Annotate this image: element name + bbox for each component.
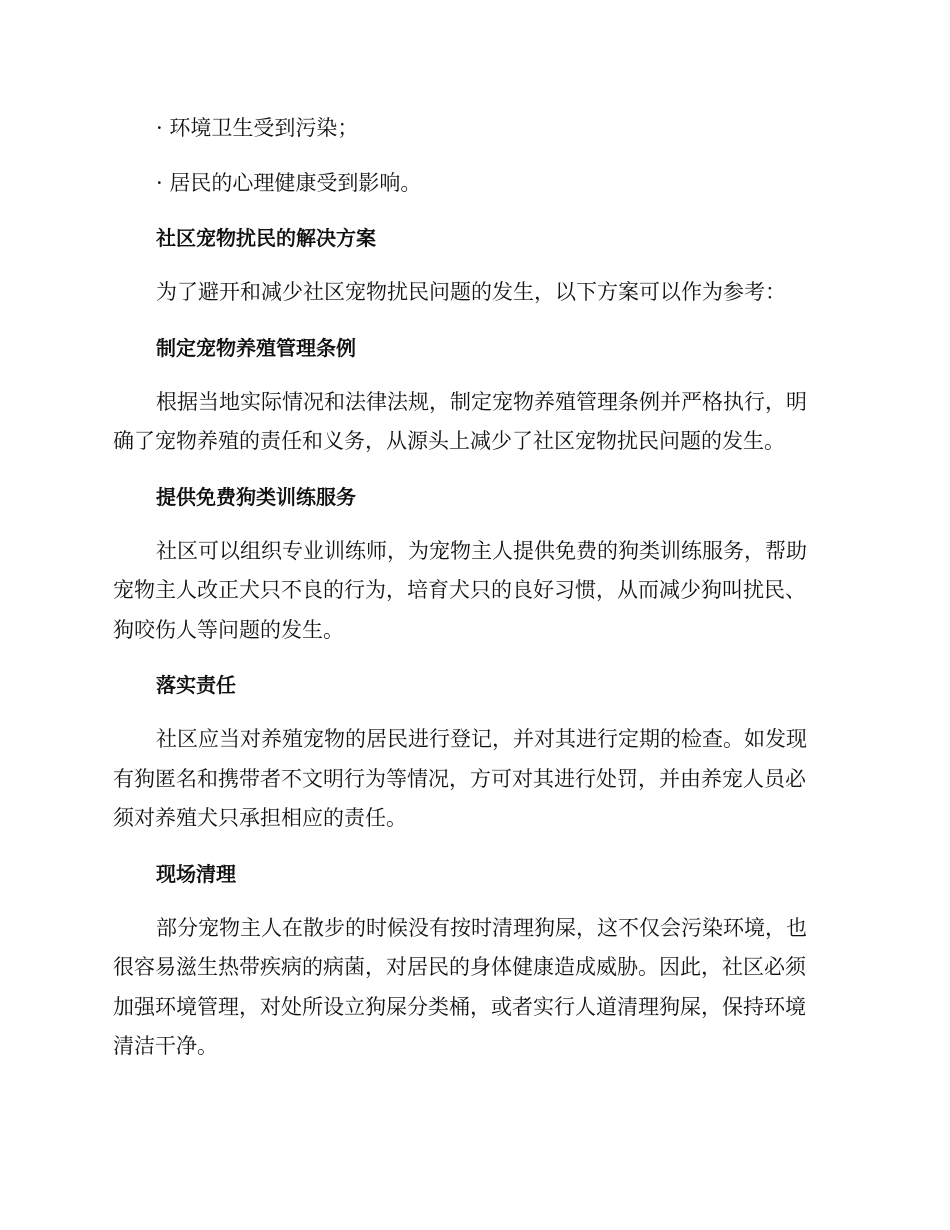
paragraph-line: 社区应当对养殖宠物的居民进行登记，并对其进行定期的检查。如发现: [156, 727, 807, 751]
intro-paragraph: 为了避开和减少社区宠物扰民问题的发生，以下方案可以作为参考：: [156, 280, 786, 304]
paragraph-responsibility: [113, 720, 833, 839]
subheading-regulations: 制定宠物养殖管理条例: [156, 335, 356, 360]
bullet-item: · 居民的心理健康受到影响。: [156, 171, 422, 195]
section-heading: 社区宠物扰民的解决方案: [156, 226, 376, 250]
paragraph-training: [113, 532, 833, 651]
paragraph-line: 社区可以组织专业训练师，为宠物主人提供免费的狗类训练服务，帮助: [156, 538, 807, 563]
paragraph-line: 宠物主人改正犬只不良的行为，培育犬只的良好习惯，从而减少狗叫扰民、: [113, 578, 806, 602]
document-page: [113, 108, 833, 1082]
paragraph-line: 根据当地实际情况和法律法规，制定宠物养殖管理条例并严格执行，明: [156, 389, 807, 414]
paragraph-line: 狗咬伤人等问题的发生。: [113, 617, 344, 642]
paragraph-cleanup: [113, 909, 833, 1067]
paragraph-line: 须对养殖犬只承担相应的责任。: [113, 806, 407, 830]
paragraph-line: 有狗匿名和携带者不文明行为等情况，方可对其进行处罚，并由养宠人员必: [113, 766, 806, 791]
subheading-responsibility: 落实责任: [156, 673, 236, 697]
paragraph-line: 清洁干净。: [113, 1034, 218, 1058]
bullet-item: · 环境卫生受到污染；: [156, 116, 359, 140]
paragraph-regulations: [113, 383, 833, 462]
paragraph-line: 加强环境管理，对处所设立狗屎分类桶，或者实行人道清理狗屎，保持环境: [113, 994, 806, 1019]
paragraph-line: 很容易滋生热带疾病的病菌，对居民的身体健康造成威胁。因此，社区必须: [113, 955, 806, 979]
paragraph-line: 部分宠物主人在散步的时候没有按时清理狗屎，这不仅会污染环境，也: [156, 915, 807, 940]
subheading-cleanup: 现场清理: [156, 861, 236, 886]
subheading-training: 提供免费狗类训练服务: [156, 484, 356, 509]
paragraph-line: 确了宠物养殖的责任和义务，从源头上减少了社区宠物扰民问题的发生。: [113, 429, 785, 453]
